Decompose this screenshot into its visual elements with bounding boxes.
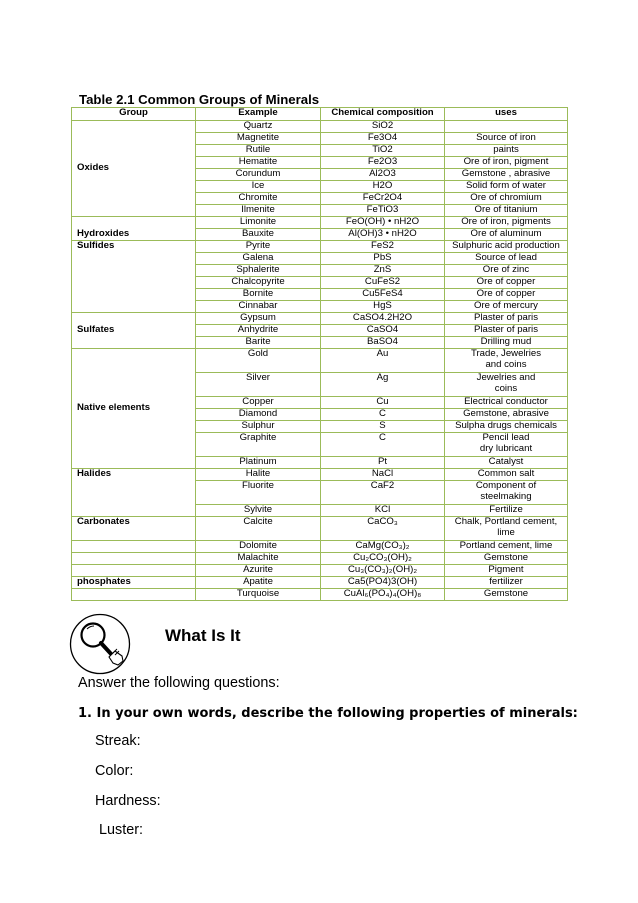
- use-cell: Ore of titanium: [445, 205, 568, 217]
- use-cell: Gemstone , abrasive: [445, 169, 568, 181]
- formula-cell: C: [321, 409, 445, 421]
- example-cell: Chalcopyrite: [196, 277, 321, 289]
- example-cell: Limonite: [196, 217, 321, 229]
- use-cell: Jewelries and coins: [445, 373, 568, 397]
- use-cell: Ore of aluminum: [445, 229, 568, 241]
- use-cell: Common salt: [445, 469, 568, 481]
- use-cell: Sulphuric acid production: [445, 241, 568, 253]
- use-cell: Ore of zinc: [445, 265, 568, 277]
- formula-cell: S: [321, 421, 445, 433]
- formula-cell: CaSO4: [321, 325, 445, 337]
- use-cell: Ore of copper: [445, 289, 568, 301]
- example-cell: Gold: [196, 349, 321, 373]
- table-row: [72, 553, 568, 565]
- table-row: [72, 565, 568, 577]
- example-cell: Calcite: [196, 517, 321, 541]
- use-cell: Electrical conductor: [445, 397, 568, 409]
- use-cell: Fertilize: [445, 505, 568, 517]
- table-row: [72, 217, 568, 229]
- formula-cell: BaSO4: [321, 337, 445, 349]
- use-cell: Plaster of paris: [445, 313, 568, 325]
- group-cell: Halides: [72, 469, 196, 517]
- group-cell: Native elements: [72, 349, 196, 469]
- example-cell: Ilmenite: [196, 205, 321, 217]
- table-row: [72, 589, 568, 601]
- formula-cell: ZnS: [321, 265, 445, 277]
- formula-cell: Cu5FeS4: [321, 289, 445, 301]
- example-cell: Diamond: [196, 409, 321, 421]
- example-cell: Azurite: [196, 565, 321, 577]
- use-cell: Ore of chromium: [445, 193, 568, 205]
- example-cell: Silver: [196, 373, 321, 397]
- formula-cell: Al2O3: [321, 169, 445, 181]
- formula-cell: C: [321, 433, 445, 457]
- use-cell: Pigment: [445, 565, 568, 577]
- use-cell: Catalyst: [445, 457, 568, 469]
- table-row: [72, 469, 568, 481]
- example-cell: Rutile: [196, 145, 321, 157]
- instruction-text: Answer the following questions:: [78, 675, 280, 691]
- formula-cell: FeO(OH) • nH2O: [321, 217, 445, 229]
- use-cell: Sulpha drugs chemicals: [445, 421, 568, 433]
- formula-cell: Fe3O4: [321, 133, 445, 145]
- prompt-color: Color:: [95, 763, 134, 779]
- group-cell: Hydroxides: [72, 217, 196, 241]
- formula-cell: CaCO₃: [321, 517, 445, 541]
- formula-cell: Ca5(PO4)3(OH): [321, 577, 445, 589]
- use-cell: fertilizer: [445, 577, 568, 589]
- use-cell: Gemstone, abrasive: [445, 409, 568, 421]
- example-cell: Cinnabar: [196, 301, 321, 313]
- example-cell: Sylvite: [196, 505, 321, 517]
- formula-cell: H2O: [321, 181, 445, 193]
- formula-cell: CaMg(CO₃)₂: [321, 541, 445, 553]
- formula-cell: CuAl₆(PO₄)₄(OH)₈: [321, 589, 445, 601]
- formula-cell: HgS: [321, 301, 445, 313]
- example-cell: Magnetite: [196, 133, 321, 145]
- use-cell: Solid form of water: [445, 181, 568, 193]
- example-cell: Ice: [196, 181, 321, 193]
- example-cell: Quartz: [196, 121, 321, 133]
- table-row: [72, 349, 568, 373]
- example-cell: Pyrite: [196, 241, 321, 253]
- use-cell: Ore of iron, pigment: [445, 157, 568, 169]
- question-text: 1. In your own words, describe the following properties of minerals:: [78, 706, 578, 721]
- formula-cell: Pt: [321, 457, 445, 469]
- prompt-hardness: Hardness:: [95, 793, 161, 809]
- formula-cell: TiO2: [321, 145, 445, 157]
- formula-cell: FeTiO3: [321, 205, 445, 217]
- example-cell: Anhydrite: [196, 325, 321, 337]
- example-cell: Barite: [196, 337, 321, 349]
- group-cell: [72, 589, 196, 601]
- group-cell: Carbonates: [72, 517, 196, 541]
- formula-cell: CaSO4.2H2O: [321, 313, 445, 325]
- use-cell: Plaster of paris: [445, 325, 568, 337]
- group-cell: [72, 553, 196, 565]
- table-row: [72, 541, 568, 553]
- header-group: Group: [72, 108, 196, 121]
- group-cell: phosphates: [72, 577, 196, 589]
- example-cell: Sulphur: [196, 421, 321, 433]
- use-cell: paints: [445, 145, 568, 157]
- example-cell: Corundum: [196, 169, 321, 181]
- group-cell: Oxides: [72, 121, 196, 217]
- table-row: [72, 241, 568, 253]
- table-title: Table 2.1 Common Groups of Minerals: [79, 92, 320, 107]
- magnifying-glass-icon: [69, 613, 131, 675]
- formula-cell: Au: [321, 349, 445, 373]
- example-cell: Malachite: [196, 553, 321, 565]
- formula-cell: FeCr2O4: [321, 193, 445, 205]
- header-chemical-composition: Chemical composition: [321, 108, 445, 121]
- table-row: [72, 577, 568, 589]
- header-uses: uses: [445, 108, 568, 121]
- example-cell: Copper: [196, 397, 321, 409]
- formula-cell: Cu: [321, 397, 445, 409]
- example-cell: Graphite: [196, 433, 321, 457]
- example-cell: Apatite: [196, 577, 321, 589]
- example-cell: Dolomite: [196, 541, 321, 553]
- example-cell: Hematite: [196, 157, 321, 169]
- example-cell: Halite: [196, 469, 321, 481]
- formula-cell: Cu₂CO₃(OH)₂: [321, 553, 445, 565]
- example-cell: Sphalerite: [196, 265, 321, 277]
- use-cell: Chalk, Portland cement, lime: [445, 517, 568, 541]
- use-cell: Trade, Jewelries and coins: [445, 349, 568, 373]
- table-header-row: [72, 108, 568, 121]
- formula-cell: Cu₃(CO₃)₂(OH)₂: [321, 565, 445, 577]
- example-cell: Chromite: [196, 193, 321, 205]
- formula-cell: PbS: [321, 253, 445, 265]
- use-cell: Ore of mercury: [445, 301, 568, 313]
- prompt-luster: Luster:: [99, 822, 143, 838]
- group-cell: [72, 541, 196, 553]
- formula-cell: SiO2: [321, 121, 445, 133]
- example-cell: Bauxite: [196, 229, 321, 241]
- use-cell: Portland cement, lime: [445, 541, 568, 553]
- use-cell: Component of steelmaking: [445, 481, 568, 505]
- use-cell: Source of lead: [445, 253, 568, 265]
- use-cell: Ore of copper: [445, 277, 568, 289]
- example-cell: Platinum: [196, 457, 321, 469]
- section-title: What Is It: [165, 626, 241, 645]
- use-cell: [445, 121, 568, 133]
- example-cell: Turquoise: [196, 589, 321, 601]
- prompt-streak: Streak:: [95, 733, 141, 749]
- formula-cell: CuFeS2: [321, 277, 445, 289]
- example-cell: Gypsum: [196, 313, 321, 325]
- formula-cell: Ag: [321, 373, 445, 397]
- use-cell: Ore of iron, pigments: [445, 217, 568, 229]
- formula-cell: KCl: [321, 505, 445, 517]
- table-row: [72, 121, 568, 133]
- table-row: [72, 313, 568, 325]
- use-cell: Pencil lead dry lubricant: [445, 433, 568, 457]
- formula-cell: Fe2O3: [321, 157, 445, 169]
- group-cell: [72, 565, 196, 577]
- example-cell: Fluorite: [196, 481, 321, 505]
- table-row: [72, 517, 568, 541]
- use-cell: Source of iron: [445, 133, 568, 145]
- group-cell: Sulfides: [72, 241, 196, 313]
- formula-cell: CaF2: [321, 481, 445, 505]
- use-cell: Gemstone: [445, 553, 568, 565]
- example-cell: Bornite: [196, 289, 321, 301]
- formula-cell: FeS2: [321, 241, 445, 253]
- formula-cell: NaCl: [321, 469, 445, 481]
- formula-cell: Al(OH)3 • nH2O: [321, 229, 445, 241]
- example-cell: Galena: [196, 253, 321, 265]
- header-example: Example: [196, 108, 321, 121]
- use-cell: Gemstone: [445, 589, 568, 601]
- minerals-table: [71, 107, 568, 601]
- group-cell: Sulfates: [72, 313, 196, 349]
- use-cell: Drilling mud: [445, 337, 568, 349]
- table-body: [72, 121, 568, 601]
